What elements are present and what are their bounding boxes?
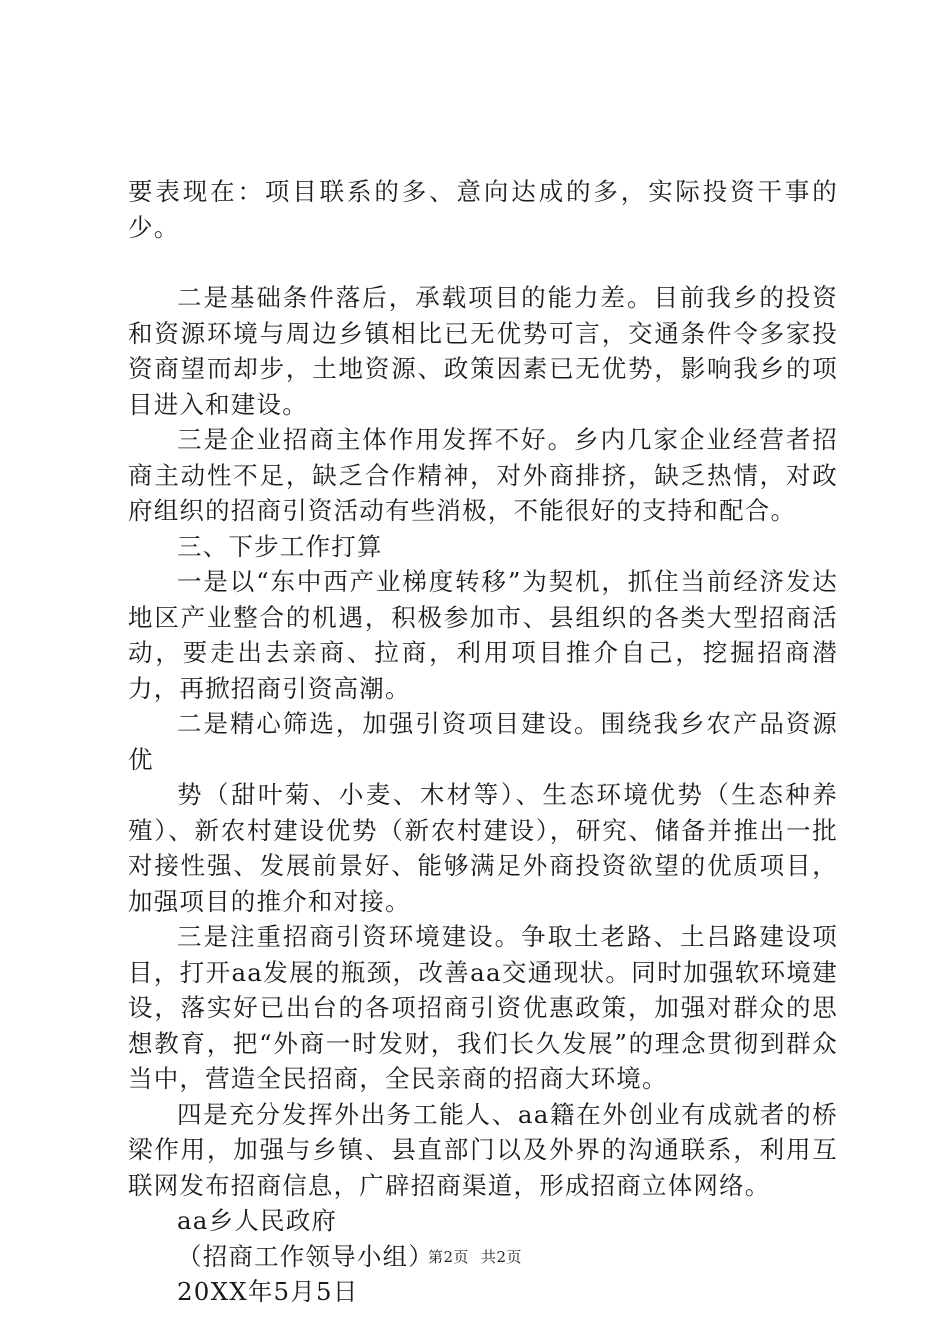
document-body (128, 174, 838, 1310)
signature-group: （招商工作领导小组） (177, 1241, 434, 1271)
paragraph-infrastructure: 二是基础条件落后，承载项目的能力差。目前我乡的投资和资源环境与周边乡镇相比已无优势可言，交通条件令多家投资商望而却步，土地资源、政策因素已无优势，影响我乡的项目进入和建设。 (128, 283, 838, 419)
paragraph-continuation: 要表现在：项目联系的多、意向达成的多，实际投资干事的少。 (128, 177, 838, 242)
paragraph-plan-one: 一是以“东中西产业梯度转移”为契机，抓住当前经济发达地区产业整合的机遇，积极参加市、县组织的各类大型招商活动，要走出去亲商、拉商，利用项目推介自己，挖掘招商潜力，再掀招商引资高潮。 (128, 567, 838, 703)
paragraph-plan-two: 二是精心筛选，加强引资项目建设。围绕我乡农产品资源优 (128, 709, 838, 774)
paragraph-plan-two-cont: 势（甜叶菊、小麦、木材等）、生态环境优势（生态种养殖）、新农村建设优势（新农村建设），研究、储备并推出一批对接性强、发展前景好、能够满足外商投资欲望的优质项目，加强项目的推介和对接。 (128, 780, 838, 916)
paragraph-plan-three: 三是注重招商引资环境建设。争取土老路、土吕路建设项目，打开aa发展的瓶颈，改善aa交通现状。同时加强软环境建设，落实好已出台的各项招商引资优惠政策，加强对群众的思想教育，把“外商一时发财，我们长久发展”的理念贯彻到群众当中，营造全民招商，全民亲商的招商大环境。 (128, 922, 838, 1093)
paragraph-plan-four: 四是充分发挥外出务工能人、aa籍在外创业有成就者的桥梁作用，加强与乡镇、县直部门以及外界的沟通联系，利用互联网发布招商信息，广辟招商渠道，形成招商立体网络。 (128, 1099, 838, 1200)
page-number: 第2页 (427, 1248, 469, 1266)
page-footer (0, 1246, 950, 1267)
paragraph-enterprise: 三是企业招商主体作用发挥不好。乡内几家企业经营者招商主动性不足，缺乏合作精神，对外商排挤，缺乏热情，对政府组织的招商引资活动有些消极，不能很好的支持和配合。 (128, 425, 838, 525)
signature-org: aa乡人民政府 (177, 1206, 338, 1235)
page-total: 共2页 (481, 1248, 523, 1266)
signature-date: 20XX年5月5日 (177, 1277, 359, 1306)
section-heading-next-steps: 三、下步工作打算 (177, 531, 383, 561)
